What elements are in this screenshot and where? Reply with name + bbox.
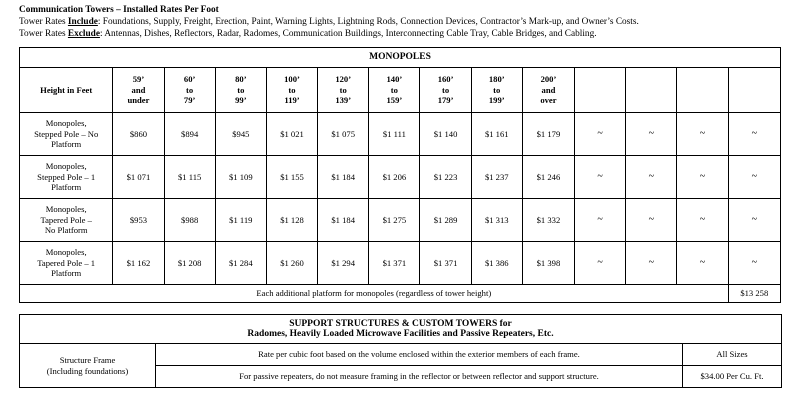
include-word: Include: [67, 17, 98, 27]
price-cell: $1 179: [522, 113, 574, 156]
column-header-line: to: [186, 84, 194, 95]
exclude-word: Exclude: [67, 29, 100, 39]
column-header-line: [577, 85, 623, 96]
price-cell: $860: [113, 113, 164, 156]
price-cell: ~: [677, 199, 728, 242]
row-label-line: Monopoles,: [45, 247, 87, 258]
column-header-line: to: [339, 84, 347, 95]
price-cell: $1 284: [215, 242, 266, 285]
height-column-header: [113, 68, 164, 113]
include-prefix: Tower Rates: [19, 17, 68, 27]
price-cell: $1 260: [266, 242, 317, 285]
include-text: : Foundations, Supply, Freight, Erection, Paint, Warning Lights, Lightning Rods, Connection Devices, Contractor’s Mark-up, and Owner’s Costs.: [97, 17, 639, 27]
column-header-line: 99’: [235, 95, 247, 106]
exclude-line: [19, 28, 597, 40]
height-column-header: [266, 68, 317, 113]
price-cell: ~: [626, 199, 677, 242]
price-cell: ~: [728, 242, 780, 285]
structure-frame-line1: Structure Frame: [59, 355, 116, 365]
column-header-line: [628, 95, 674, 106]
price-cell: $1 021: [266, 113, 317, 156]
height-label: Height in Feet: [20, 68, 113, 113]
price-cell: ~: [728, 113, 780, 156]
table-row: [20, 199, 781, 242]
column-header-line: 160’: [437, 74, 454, 85]
price-cell: $1 128: [266, 199, 317, 242]
column-header-line: to: [390, 84, 398, 95]
column-header-line: to: [441, 84, 450, 95]
column-header-line: 119’: [284, 95, 300, 106]
height-column-header: [164, 68, 215, 113]
price-cell: $1 223: [420, 156, 471, 199]
price-cell: $1 119: [215, 199, 266, 242]
price-cell: $1 332: [522, 199, 574, 242]
structure-frame-line2: (Including foundations): [46, 365, 129, 376]
price-cell: $953: [113, 199, 164, 242]
column-header-line: under: [127, 95, 150, 106]
exclude-prefix: Tower Rates: [19, 29, 68, 39]
row-label-line: Stepped Pole – 1: [37, 171, 96, 182]
table-row: [20, 156, 781, 199]
row-label-line: Monopoles,: [45, 118, 87, 129]
column-header-line: [679, 85, 725, 96]
column-header-line: 80’: [235, 74, 247, 85]
column-header-line: 139’: [335, 95, 352, 106]
price-cell: $1 161: [471, 113, 522, 156]
passive-repeater-note: For passive repeaters, do not measure framing in the reflector or between reflector and support structure.: [156, 366, 683, 388]
height-column-header: [420, 68, 471, 113]
page-title: [19, 4, 219, 16]
price-cell: $1 237: [471, 156, 522, 199]
price-cell: $1 275: [369, 199, 420, 242]
row-label-line: Platform: [51, 268, 82, 279]
price-cell: $1 162: [113, 242, 164, 285]
column-header-line: to: [237, 84, 245, 95]
price-cell: ~: [575, 242, 626, 285]
price-cell: $1 184: [318, 156, 369, 199]
price-cell: ~: [728, 156, 780, 199]
additional-platform-row: [20, 285, 781, 303]
price-cell: $1 206: [369, 156, 420, 199]
height-column-header: [677, 68, 728, 113]
row-label-line: Monopoles,: [45, 204, 87, 215]
column-header-line: 120’: [335, 74, 352, 85]
row-label: [20, 156, 113, 199]
row-label-line: Stepped Pole – No: [34, 128, 99, 139]
price-cell: ~: [575, 113, 626, 156]
monopoles-title: MONOPOLES: [20, 48, 781, 68]
support-title-line1: SUPPORT STRUCTURES & CUSTOM TOWERS for: [289, 318, 512, 329]
column-header-line: [577, 74, 623, 85]
height-column-header: [522, 68, 574, 113]
price-cell: ~: [626, 113, 677, 156]
price-cell: $1 313: [471, 199, 522, 242]
price-cell: $1 371: [369, 242, 420, 285]
price-cell: ~: [626, 156, 677, 199]
price-cell: ~: [626, 242, 677, 285]
price-cell: ~: [575, 199, 626, 242]
include-line: [19, 16, 639, 28]
price-cell: $945: [215, 113, 266, 156]
price-cell: $1 115: [164, 156, 215, 199]
column-header-line: to: [288, 84, 296, 95]
all-sizes-label: All Sizes: [683, 344, 782, 366]
height-column-header: [369, 68, 420, 113]
price-cell: $1 386: [471, 242, 522, 285]
column-header-line: [731, 95, 778, 106]
column-header-line: 140’: [386, 74, 403, 85]
row-label: [20, 242, 113, 285]
price-cell: $1 075: [318, 113, 369, 156]
column-header-line: 159’: [386, 95, 403, 106]
price-cell: $1 371: [420, 242, 471, 285]
price-cell: $1 111: [369, 113, 420, 156]
height-column-header: [575, 68, 626, 113]
column-header-line: 79’: [183, 95, 196, 106]
rate-description: Rate per cubic foot based on the volume enclosed within the exterior members of each frame.: [156, 344, 683, 366]
price-cell: ~: [728, 199, 780, 242]
price-cell: $1 294: [318, 242, 369, 285]
height-column-header: [728, 68, 780, 113]
column-header-line: 59’: [132, 74, 145, 85]
row-label: [20, 199, 113, 242]
exclude-text: : Antennas, Dishes, Reflectors, Radar, Radomes, Communication Buildings, Interconnecting Cable Tray, Cable Bridges, and Cabling.: [99, 29, 597, 39]
row-label: [20, 113, 113, 156]
price-cell: $1 155: [266, 156, 317, 199]
additional-platform-label: Each additional platform for monopoles (regardless of tower height): [20, 285, 729, 303]
height-column-header: [215, 68, 266, 113]
price-cell: $1 109: [215, 156, 266, 199]
row-label-line: Tapered Pole –: [40, 214, 92, 225]
column-header-line: 200’: [540, 74, 557, 85]
column-header-line: [679, 95, 725, 106]
column-header-line: [679, 74, 725, 85]
additional-platform-price: $13 258: [728, 285, 780, 303]
structure-frame-label: [20, 344, 156, 388]
height-column-header: [318, 68, 369, 113]
column-header-line: to: [493, 84, 501, 95]
height-column-header: [626, 68, 677, 113]
price-cell: ~: [677, 156, 728, 199]
price-cell: $1 246: [522, 156, 574, 199]
price-cell: $894: [164, 113, 215, 156]
price-cell: $1 071: [113, 156, 164, 199]
column-header-line: [731, 85, 778, 96]
column-header-line: [577, 95, 623, 106]
price-cell: $1 184: [318, 199, 369, 242]
column-header-line: over: [540, 95, 557, 106]
price-cell: ~: [575, 156, 626, 199]
table-row: [20, 113, 781, 156]
document-title: Communication Towers – Installed Rates Per Foot: [19, 5, 219, 15]
row-label-line: Platform: [51, 182, 82, 193]
support-title-line2: Radomes, Heavily Loaded Microwave Facilities and Passive Repeaters, Etc.: [247, 329, 554, 339]
column-header-line: and: [541, 84, 556, 95]
column-header-line: 60’: [183, 74, 196, 85]
column-header-line: [628, 85, 674, 96]
price-cell: ~: [677, 113, 728, 156]
column-header-line: 199’: [488, 95, 505, 106]
price-cell: $1 289: [420, 199, 471, 242]
price-cell: ~: [677, 242, 728, 285]
price-cell: $1 140: [420, 113, 471, 156]
column-header-line: [628, 74, 674, 85]
price-per-cubic-foot: $34.00 Per Cu. Ft.: [683, 366, 782, 388]
support-title: [20, 315, 782, 344]
column-header-line: and: [131, 84, 146, 95]
row-label-line: Tapered Pole – 1: [37, 257, 96, 268]
row-label-line: Platform: [51, 139, 82, 150]
support-structures-table: [19, 314, 782, 388]
row-label-line: Monopoles,: [45, 161, 87, 172]
price-cell: $1 398: [522, 242, 574, 285]
row-label-line: No Platform: [44, 225, 88, 236]
column-header-line: [731, 74, 778, 85]
column-header-line: 100’: [284, 74, 300, 85]
price-cell: $988: [164, 199, 215, 242]
monopoles-table: [19, 47, 781, 303]
price-cell: $1 208: [164, 242, 215, 285]
table-row: [20, 242, 781, 285]
column-header-line: 180’: [488, 74, 505, 85]
column-header-line: 179’: [437, 95, 454, 106]
height-column-header: [471, 68, 522, 113]
